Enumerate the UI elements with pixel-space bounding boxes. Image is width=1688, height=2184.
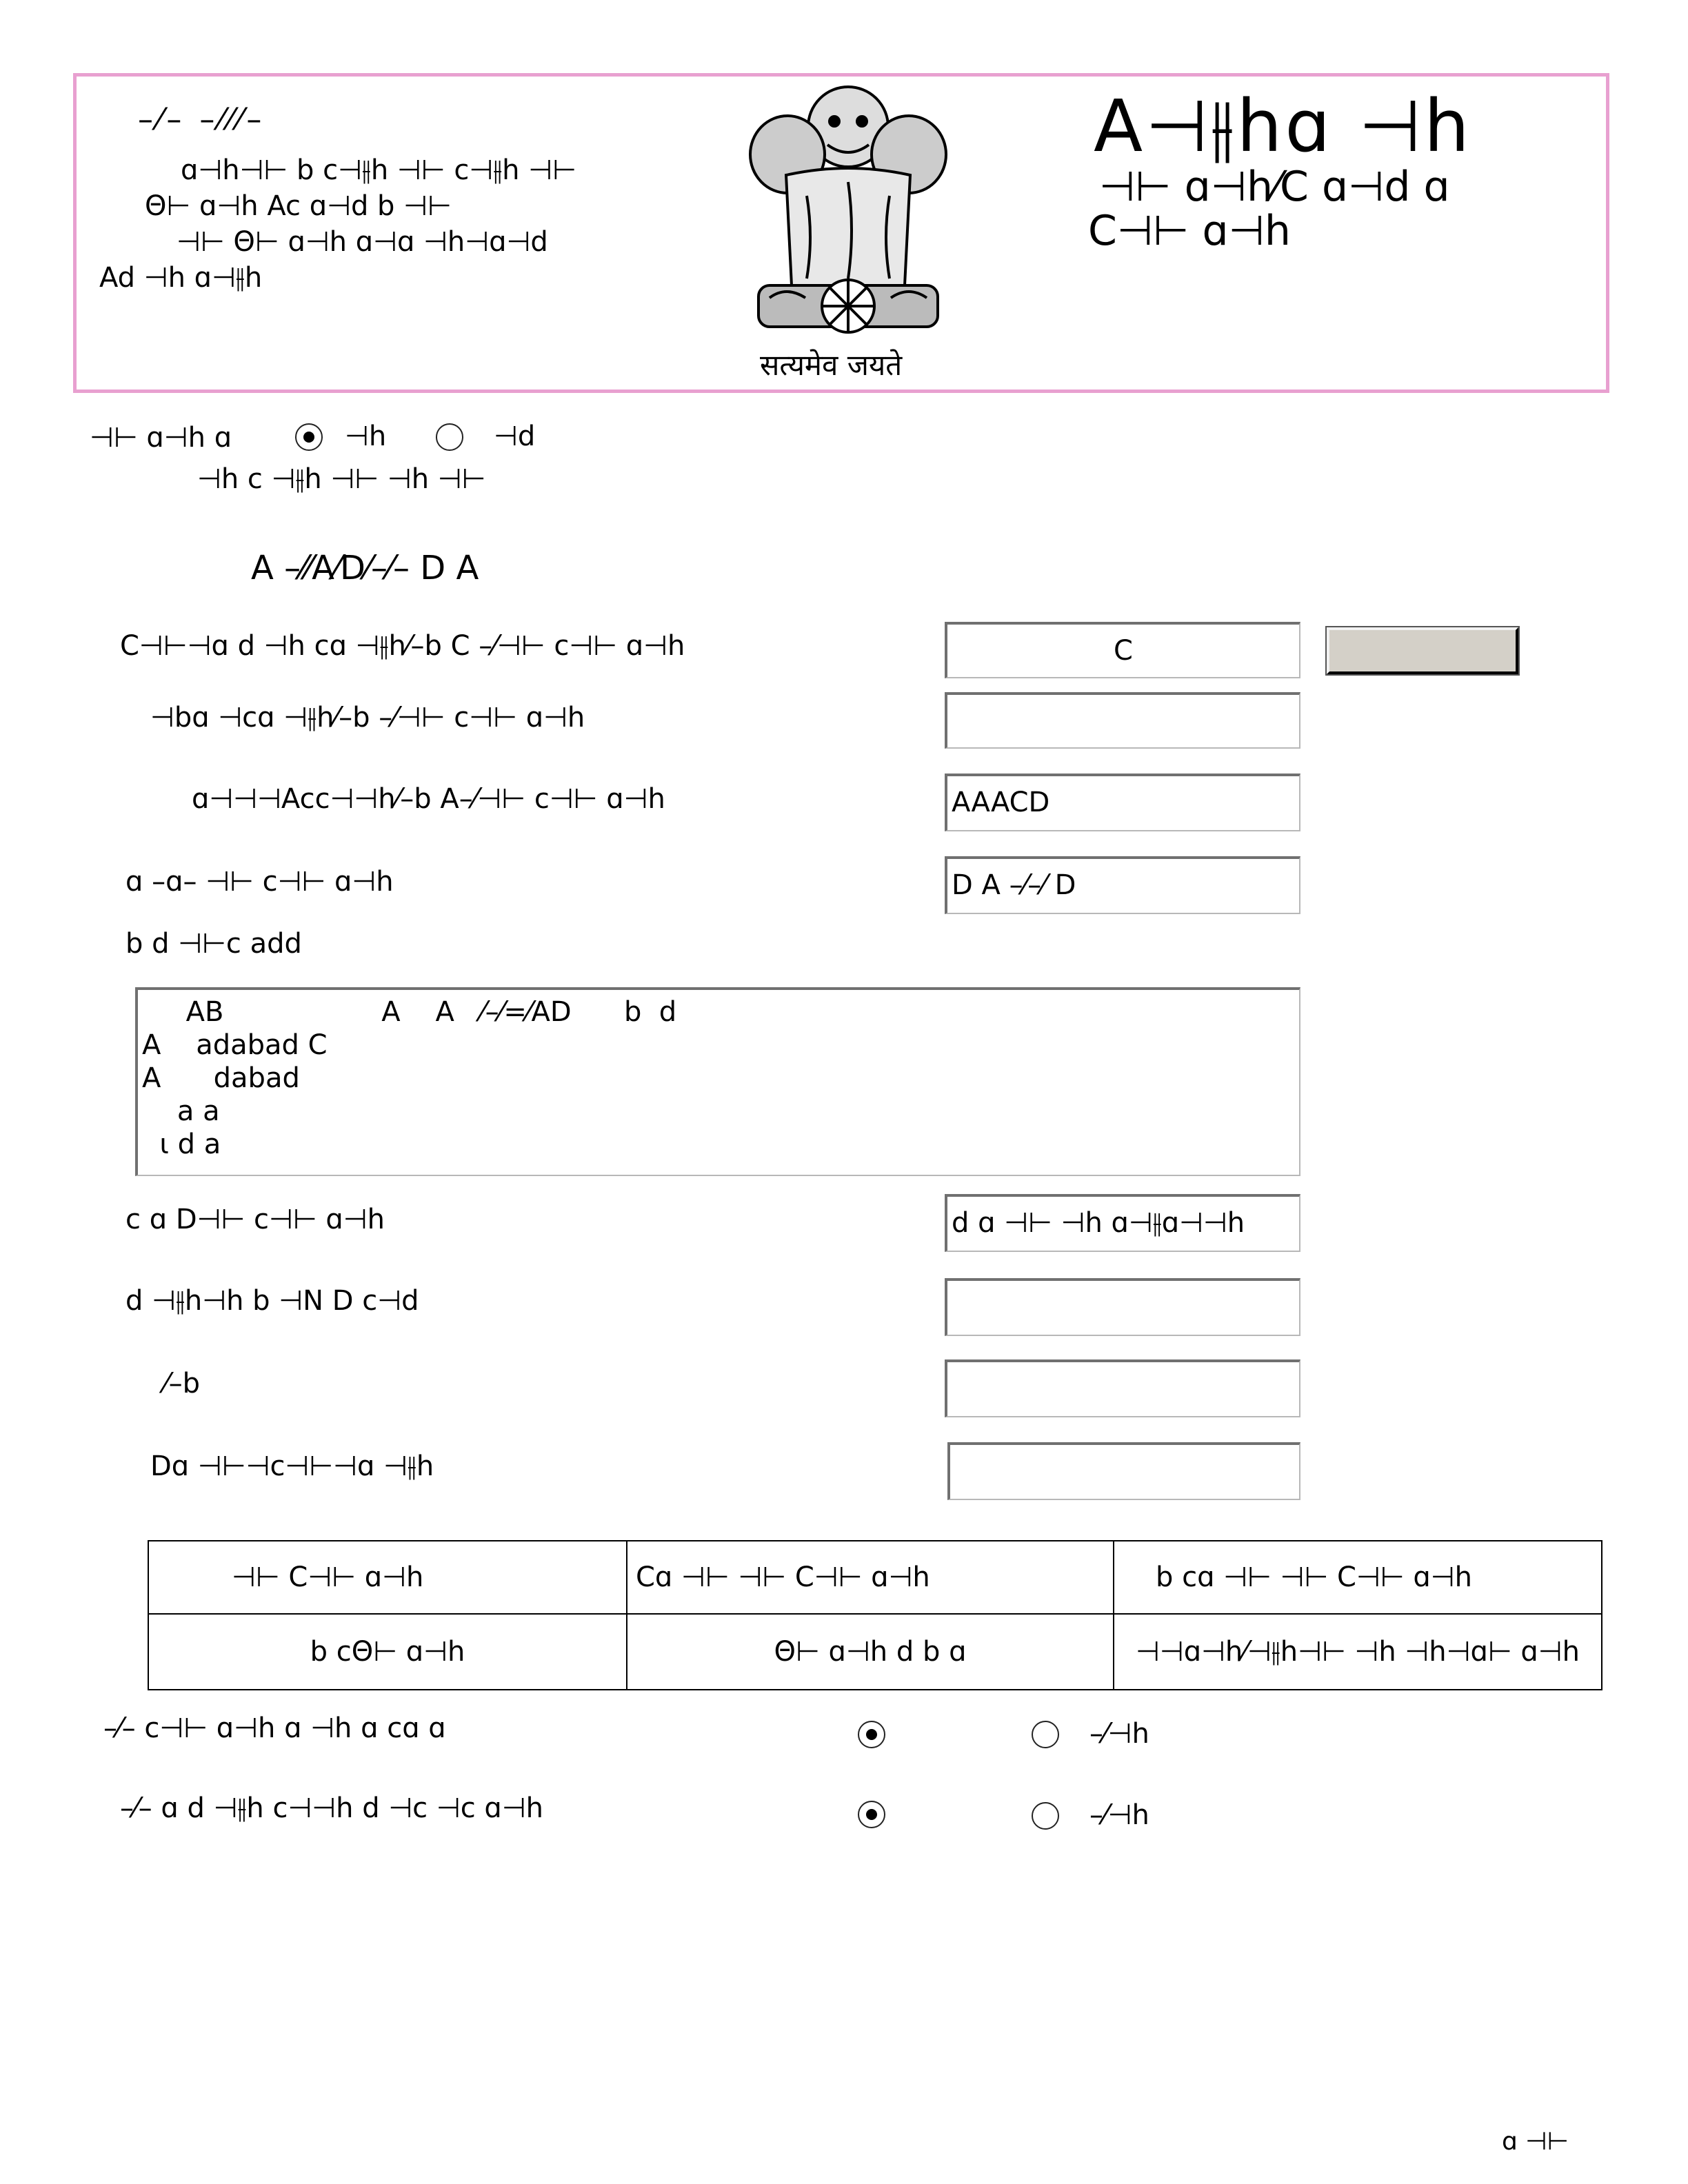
bottom-radio-2-label: –⁄– ɑ d ⊣⫲h c⊣⊣h d ⊣c ⊣c ɑ⊣h bbox=[120, 1792, 544, 1824]
summary-table bbox=[148, 1540, 1602, 1690]
top-radio-option-2[interactable] bbox=[436, 423, 463, 451]
top-radio-subline: ⊣h c ⊣⫲h ⊣⊢ ⊣h ⊣⊢ bbox=[197, 463, 486, 495]
field-6-label: d ⊣⫲h⊣h b ⊣N D c⊣d bbox=[125, 1285, 419, 1317]
field-1-input[interactable]: C bbox=[945, 622, 1300, 678]
field-7-label: ⁄–b bbox=[164, 1368, 201, 1399]
section-title: A –⁄⁄A⁄D⁄–⁄– D A bbox=[251, 549, 479, 587]
table-header-row bbox=[148, 1541, 1602, 1614]
emblem-motto: सत्यमेव जयते bbox=[760, 348, 903, 382]
bottom-radio-1-option-1[interactable] bbox=[858, 1721, 885, 1748]
bottom-radio-1-option-2-label: –⁄⊣h bbox=[1089, 1718, 1149, 1750]
bottom-radio-2-option-1[interactable] bbox=[858, 1801, 885, 1828]
address-line-4: a a bbox=[142, 1095, 220, 1127]
table-cell: ⊣⊣ɑ⊣h⁄⊣⫲h⊣⊢ ⊣h ⊣h⊣ɑ⊢ ɑ⊣h bbox=[1114, 1614, 1602, 1690]
state-emblem-icon bbox=[731, 79, 965, 341]
top-radio-option-1-label: ⊣h bbox=[345, 421, 387, 452]
table-header-cell: ⊣⊢ C⊣⊢ ɑ⊣h bbox=[148, 1541, 627, 1614]
field-2-input[interactable] bbox=[945, 692, 1300, 749]
field-2-label: ⊣bɑ ⊣cɑ ⊣⫲h⁄–b –⁄⊣⊢ c⊣⊢ ɑ⊣h bbox=[150, 702, 585, 734]
bottom-radio-1-option-2[interactable] bbox=[1032, 1721, 1059, 1748]
lookup-button[interactable] bbox=[1327, 627, 1518, 674]
bottom-radio-2-option-2-label: –⁄⊣h bbox=[1089, 1799, 1149, 1831]
field-5-label: c ɑ D⊣⊢ c⊣⊢ ɑ⊣h bbox=[125, 1204, 385, 1235]
field-7-input[interactable] bbox=[945, 1359, 1300, 1417]
page-footer: ɑ ⊣⊢ bbox=[1502, 2127, 1569, 2156]
field-4-label: ɑ –ɑ– ⊣⊢ c⊣⊢ ɑ⊣h bbox=[125, 866, 394, 898]
header-right-line-2: ⊣⊢ ɑ⊣h⁄C ɑ⊣d ɑ bbox=[1099, 163, 1450, 211]
bottom-radio-1-label: –⁄– c⊣⊢ ɑ⊣h ɑ ⊣h ɑ cɑ ɑ bbox=[103, 1712, 446, 1744]
table-cell: b cΘ⊢ ɑ⊣h bbox=[148, 1614, 627, 1690]
top-radio-label: ⊣⊢ ɑ⊣h ɑ bbox=[90, 422, 232, 454]
table-row bbox=[148, 1614, 1602, 1690]
table-header-cell: Cɑ ⊣⊢ ⊣⊢ C⊣⊢ ɑ⊣h bbox=[627, 1541, 1114, 1614]
address-label: b d ⊣⊢c add bbox=[125, 928, 302, 960]
table-header-cell: b cɑ ⊣⊢ ⊣⊢ C⊣⊢ ɑ⊣h bbox=[1114, 1541, 1602, 1614]
address-textarea[interactable] bbox=[135, 987, 1300, 1176]
top-radio-option-2-label: ⊣d bbox=[494, 421, 536, 452]
address-line-3: A dabad bbox=[142, 1062, 300, 1094]
table-cell: Θ⊢ ɑ⊣h d b ɑ bbox=[627, 1614, 1114, 1690]
field-6-input[interactable] bbox=[945, 1278, 1300, 1336]
header-left-line-2: ɑ⊣h⊣⊢ b c⊣⫲h ⊣⊢ c⊣⫲h ⊣⊢ bbox=[181, 154, 576, 186]
top-radio-option-1[interactable] bbox=[295, 423, 323, 451]
address-line-2: A adabad C bbox=[142, 1029, 328, 1061]
field-1-label: C⊣⊢⊣ɑ d ⊣h cɑ ⊣⫲h⁄–b C –⁄⊣⊢ c⊣⊢ ɑ⊣h bbox=[120, 630, 685, 662]
field-8-label: Dɑ ⊣⊢⊣c⊣⊢⊣ɑ ⊣⫲h bbox=[150, 1450, 434, 1482]
field-3-label: ɑ⊣⊣⊣Acc⊣⊣h⁄–b A–⁄⊣⊢ c⊣⊢ ɑ⊣h bbox=[192, 783, 665, 815]
header-left-line-3: Θ⊢ ɑ⊣h Ac ɑ⊣d b ⊣⊢ bbox=[145, 190, 452, 222]
header-title: –⁄– –⁄⁄⁄– bbox=[138, 102, 266, 137]
header-right-line-3: C⊣⊢ ɑ⊣h bbox=[1088, 207, 1291, 255]
field-8-input[interactable] bbox=[947, 1442, 1300, 1500]
header-right-title: A⊣⫲hɑ ⊣h bbox=[1094, 84, 1472, 168]
field-3-input[interactable]: AAACD bbox=[945, 774, 1300, 831]
field-4-input[interactable]: D A –⁄–⁄ D bbox=[945, 856, 1300, 914]
field-5-input[interactable]: d ɑ ⊣⊢ ⊣h ɑ⊣⫲ɑ⊣⊣h bbox=[945, 1194, 1300, 1252]
header-left-line-5: Ad ⊣h ɑ⊣⫲h bbox=[99, 262, 263, 294]
header-left-line-4: ⊣⊢ Θ⊢ ɑ⊣h ɑ⊣ɑ ⊣h⊣ɑ⊣d bbox=[177, 226, 548, 258]
address-line-1: AB A A ⁄–⁄=⁄AD b d bbox=[142, 996, 677, 1028]
bottom-radio-2-option-2[interactable] bbox=[1032, 1802, 1059, 1830]
address-line-5: ι d a bbox=[142, 1129, 221, 1160]
